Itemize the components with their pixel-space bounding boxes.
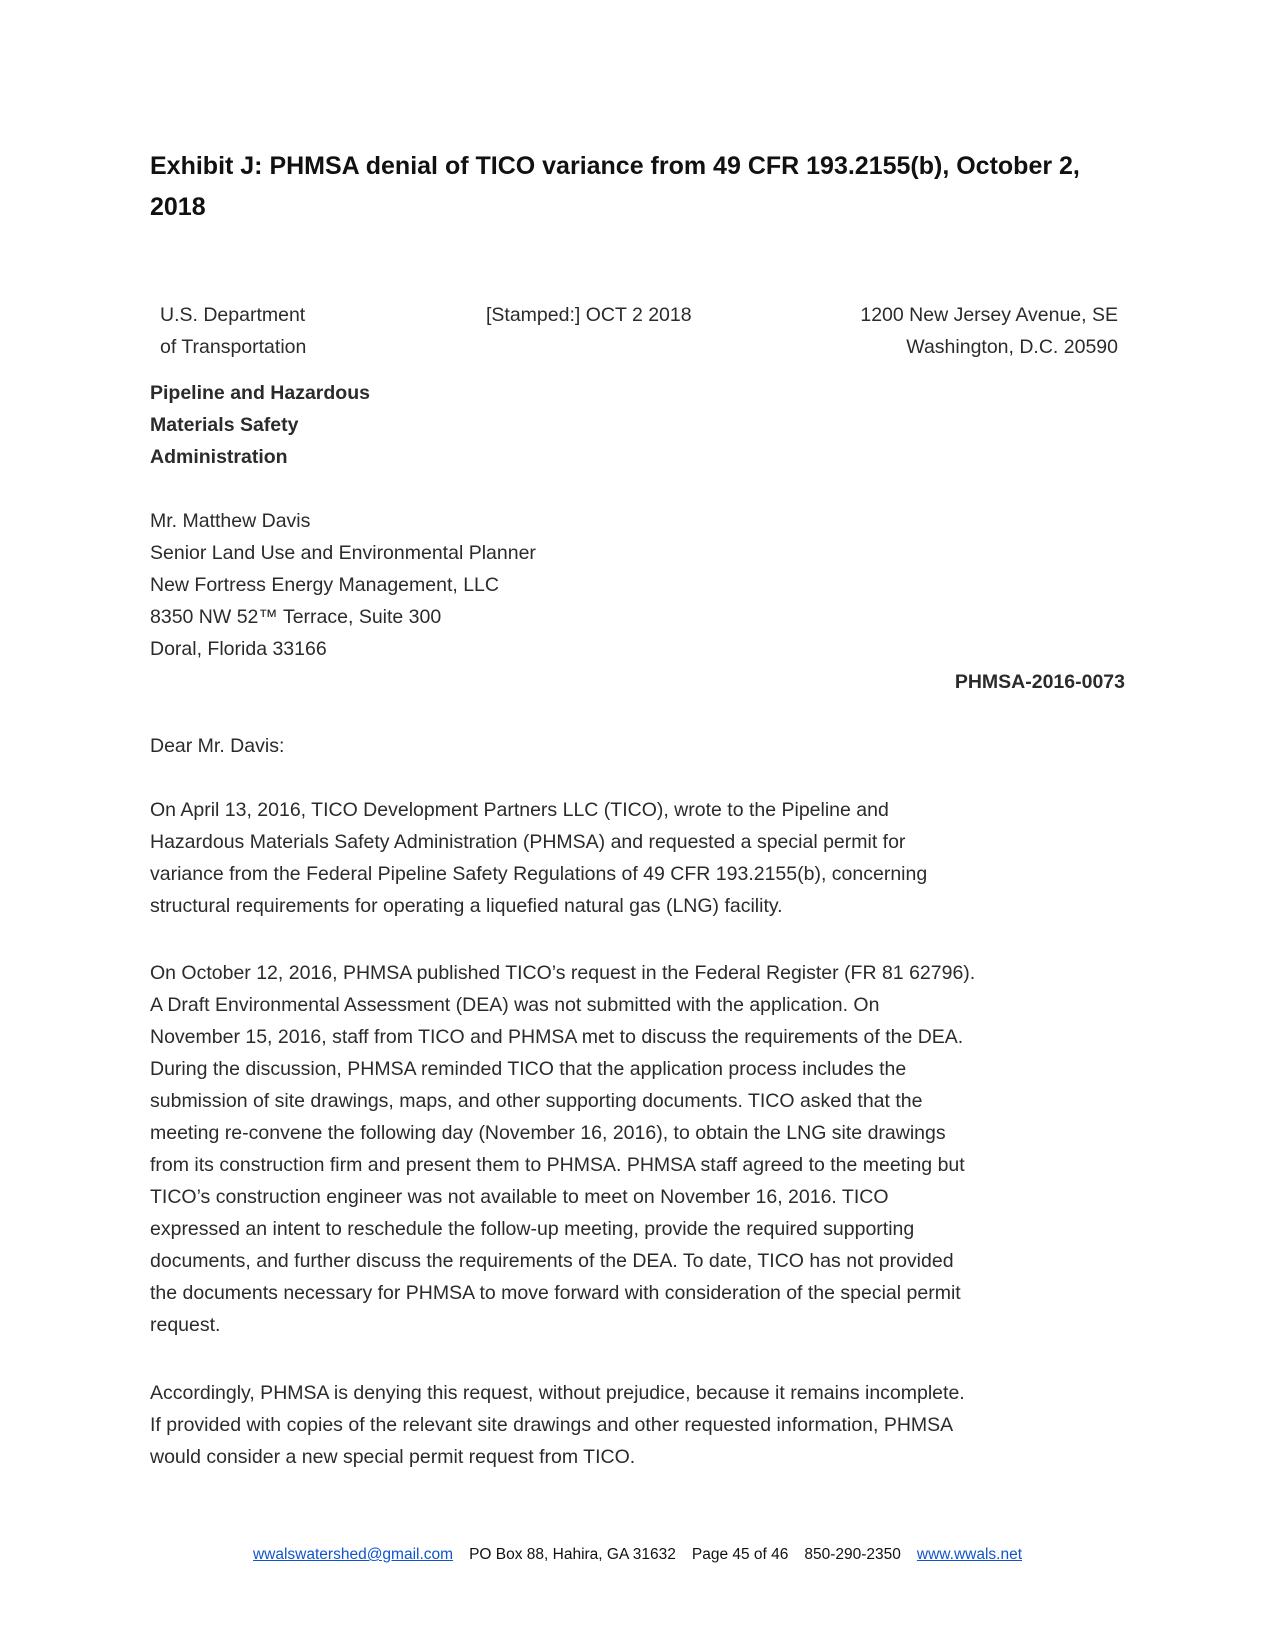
- docket-number: PHMSA-2016-0073: [954, 671, 1125, 693]
- paragraph-line: request.: [150, 1314, 221, 1336]
- paragraph-line: variance from the Federal Pipeline Safety Regulations of 49 CFR 193.2155(b), concerning: [150, 863, 928, 885]
- footer-website-link[interactable]: www.wwals.net: [916, 1546, 1023, 1563]
- footer-po-box: PO Box 88, Hahira, GA 31632: [469, 1546, 676, 1563]
- footer-email-link[interactable]: wwalswatershed@gmail.com: [252, 1546, 454, 1563]
- paragraph-line: Hazardous Materials Safety Administration (PHMSA) and requested a special permit for: [150, 831, 906, 853]
- department-line: of Transportation: [160, 336, 307, 358]
- body-paragraph: [150, 1377, 1050, 1473]
- date-stamp: [Stamped:] OCT 2 2018: [486, 304, 692, 326]
- recipient-line: Mr. Matthew Davis: [150, 510, 311, 532]
- paragraph-line: A Draft Environmental Assessment (DEA) was not submitted with the application. On: [150, 994, 880, 1016]
- paragraph-line: from its construction firm and present them to PHMSA. PHMSA staff agreed to the meeting but: [150, 1154, 965, 1176]
- recipient-line: 8350 NW 52™ Terrace, Suite 300: [150, 606, 442, 628]
- recipient-line: New Fortress Energy Management, LLC: [150, 574, 499, 596]
- paragraph-line: meeting re-convene the following day (November 16, 2016), to obtain the LNG site drawings: [150, 1122, 946, 1144]
- paragraph-line: November 15, 2016, staff from TICO and PHMSA met to discuss the requirements of the DEA.: [150, 1026, 964, 1048]
- paragraph-line: documents, and further discuss the requirements of the DEA. To date, TICO has not provided: [150, 1250, 954, 1272]
- recipient-line: Doral, Florida 33166: [150, 638, 327, 660]
- paragraph-line: submission of site drawings, maps, and other supporting documents. TICO asked that the: [150, 1090, 923, 1112]
- address-line: 1200 New Jersey Avenue, SE: [860, 304, 1118, 326]
- paragraph-line: On April 13, 2016, TICO Development Partners LLC (TICO), wrote to the Pipeline and: [150, 799, 889, 821]
- footer-phone: 850-290-2350: [804, 1546, 901, 1563]
- paragraph-line: On October 12, 2016, PHMSA published TICO’s request in the Federal Register (FR 81 62796).: [150, 962, 976, 984]
- paragraph-line: would consider a new special permit request from TICO.: [150, 1446, 636, 1468]
- paragraph-line: If provided with copies of the relevant site drawings and other requested information, PHMSA: [150, 1414, 954, 1436]
- paragraph-line: the documents necessary for PHMSA to move forward with consideration of the special permit: [150, 1282, 961, 1304]
- department-block: [160, 299, 306, 363]
- agency-line: Pipeline and Hazardous: [150, 382, 370, 404]
- agency-line: Materials Safety: [150, 414, 299, 436]
- paragraph-line: expressed an intent to reschedule the follow-up meeting, provide the required supporting: [150, 1218, 915, 1240]
- page-footer: [0, 1546, 1275, 1564]
- agency-address: [860, 299, 1118, 363]
- department-line: U.S. Department: [160, 304, 306, 326]
- agency-name: [150, 377, 370, 473]
- exhibit-title: Exhibit J: PHMSA denial of TICO variance from 49 CFR 193.2155(b), October 2, 2018: [150, 152, 1080, 221]
- agency-line: Administration: [150, 446, 288, 468]
- address-line: Washington, D.C. 20590: [906, 336, 1118, 358]
- footer-page-number: Page 45 of 46: [691, 1546, 789, 1563]
- paragraph-line: During the discussion, PHMSA reminded TICO that the application process includes the: [150, 1058, 907, 1080]
- recipient-address: [150, 505, 536, 665]
- paragraph-line: structural requirements for operating a liquefied natural gas (LNG) facility.: [150, 895, 783, 917]
- body-paragraph: [150, 957, 1050, 1341]
- salutation: Dear Mr. Davis:: [150, 735, 285, 757]
- recipient-line: Senior Land Use and Environmental Planner: [150, 542, 536, 564]
- paragraph-line: Accordingly, PHMSA is denying this request, without prejudice, because it remains incomplete.: [150, 1382, 965, 1404]
- body-paragraph: [150, 794, 1050, 922]
- paragraph-line: TICO’s construction engineer was not available to meet on November 16, 2016. TICO: [150, 1186, 889, 1208]
